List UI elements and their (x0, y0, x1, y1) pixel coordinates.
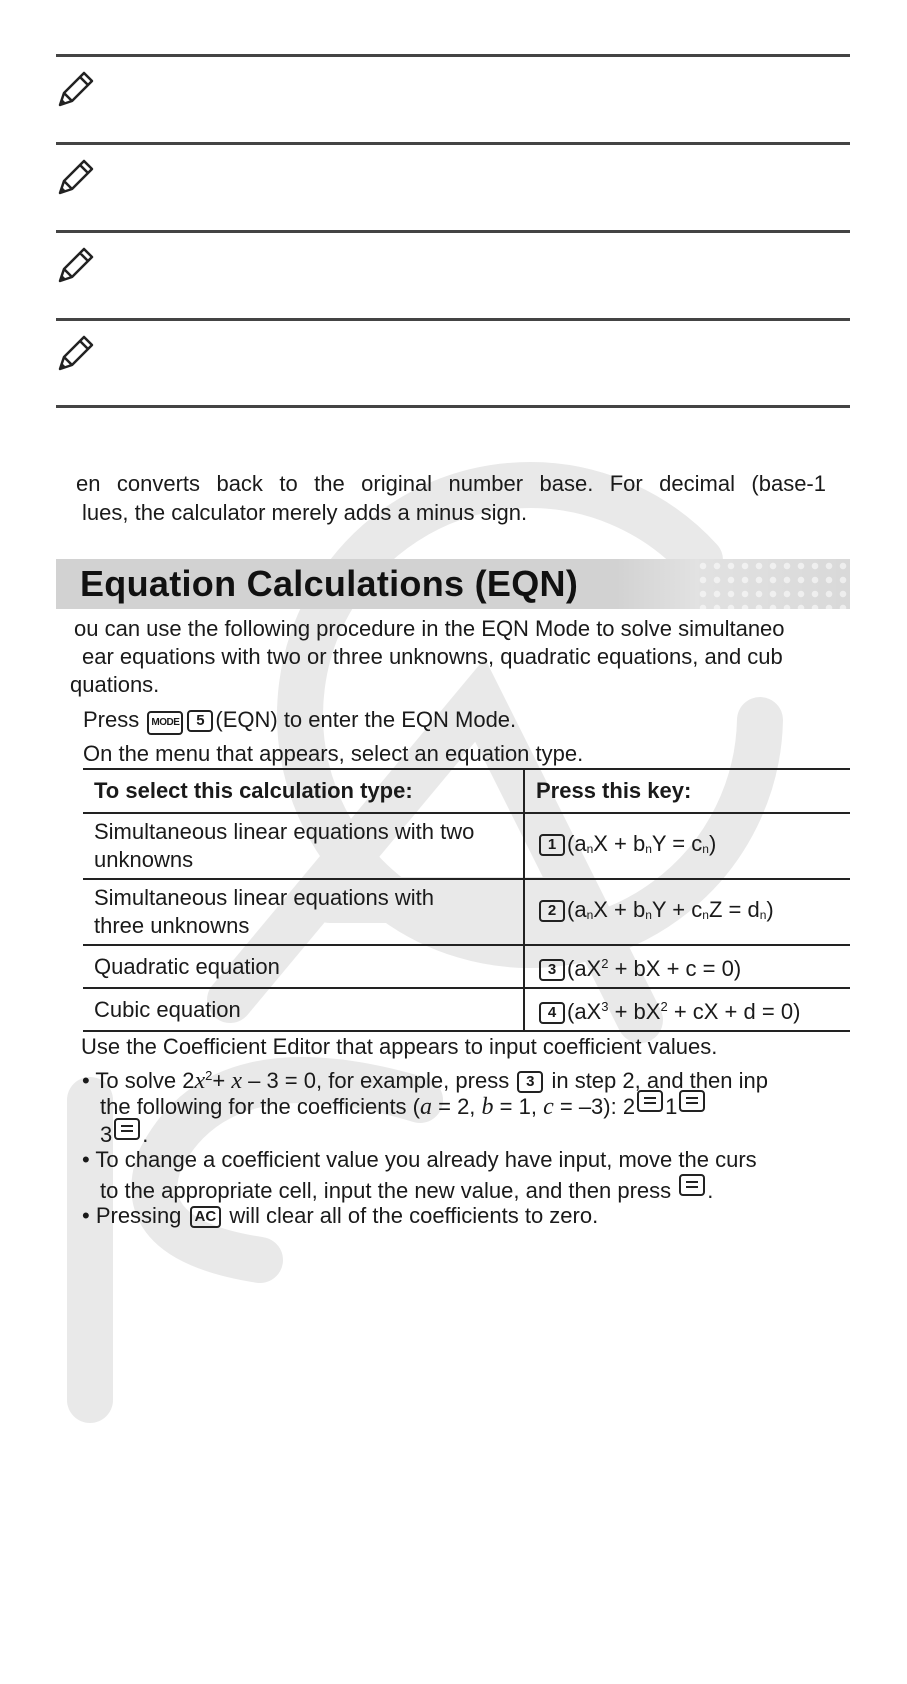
bullet-1-line-1: • To solve $2x^2+ x - 3 = 0$, for example, press 3 in step 2, and then inp (82, 1068, 768, 1094)
table-cell-type: Quadratic equation (83, 945, 524, 988)
equals-key (114, 1118, 140, 1140)
table-row (83, 879, 850, 945)
table-row (83, 813, 850, 879)
bullet-1-line-3: 3 . (100, 1118, 148, 1149)
description-line-3: quations. (70, 672, 160, 697)
equals-key (679, 1090, 705, 1112)
pencil-icon (56, 157, 96, 197)
table-cell-key: 3 ($aX^2$ + bX + c = 0) (524, 945, 850, 988)
note-row-1 (56, 54, 850, 143)
section-banner (56, 559, 850, 609)
table-header-key: Press this key: (524, 769, 850, 813)
note-row-4 (56, 318, 850, 407)
table-header-row (83, 769, 850, 813)
table-cell-key: 4 ($aX^3 + bX^2$ + cX + d = 0) (524, 988, 850, 1031)
equation-type-table (83, 768, 850, 1032)
key-3: 3 (517, 1071, 543, 1093)
type-line-1: Simultaneous linear equations with two (94, 819, 475, 844)
mode-key: MODE (147, 711, 183, 735)
pencil-icon (56, 333, 96, 373)
step-1-suffix: (EQN) to enter the EQN Mode. (215, 707, 517, 732)
note-row-3 (56, 230, 850, 319)
key-1: 1 (539, 834, 565, 856)
note-row-2 (56, 142, 850, 231)
bullet-2-line-1: • To change a coefficient value you already have input, move the curs (82, 1147, 757, 1172)
type-line-2: unknowns (94, 847, 194, 872)
description-line-1: ou can use the following procedure in the EQN Mode to solve simultaneo (74, 616, 785, 641)
table-cell-key: 1 (anX + bnY = cn) (524, 813, 850, 879)
equals-key (679, 1174, 705, 1196)
key-4: 4 (539, 1002, 565, 1024)
key-2: 2 (539, 900, 565, 922)
ac-key: AC (190, 1206, 222, 1228)
pencil-icon (56, 245, 96, 285)
table-cell-type: Cubic equation (83, 988, 524, 1031)
key-5: 5 (187, 710, 213, 732)
table-cell-type (83, 813, 524, 879)
equals-key (637, 1090, 663, 1112)
bullet-1-line-2: the following for the coefficients (a = 2, b = 1, c = –3): 2 1 (100, 1090, 707, 1121)
table-row (83, 988, 850, 1031)
bullet-2-line-2: to the appropriate cell, input the new value, and then press . (100, 1174, 713, 1205)
table-row (83, 945, 850, 988)
step-1 (83, 706, 516, 735)
bullet-3: • Pressing AC will clear all of the coefficients to zero. (82, 1203, 599, 1228)
table-cell-type (83, 879, 524, 945)
type-line-1: Simultaneous linear equations with (94, 885, 434, 910)
note-divider (56, 405, 850, 408)
pencil-icon (56, 69, 96, 109)
section-title: Equation Calculations (EQN) (80, 563, 579, 604)
intro-line-1: en converts back to the original number base. For decimal (base-1 (76, 471, 826, 496)
intro-line-2: lues, the calculator merely adds a minus sign. (82, 500, 528, 525)
step-2: On the menu that appears, select an equation type. (83, 741, 584, 766)
table-cell-key: 2 (anX + bnY + cnZ = dn) (524, 879, 850, 945)
table-header-type: To select this calculation type: (83, 769, 524, 813)
key-3: 3 (539, 959, 565, 981)
description-line-2: ear equations with two or three unknowns, quadratic equations, and cub (82, 644, 783, 669)
type-line-2: three unknowns (94, 913, 250, 938)
banner-pattern (696, 559, 850, 609)
step-1-prefix: Press (83, 707, 140, 732)
step-3: Use the Coefficient Editor that appears to input coefficient values. (81, 1034, 718, 1059)
